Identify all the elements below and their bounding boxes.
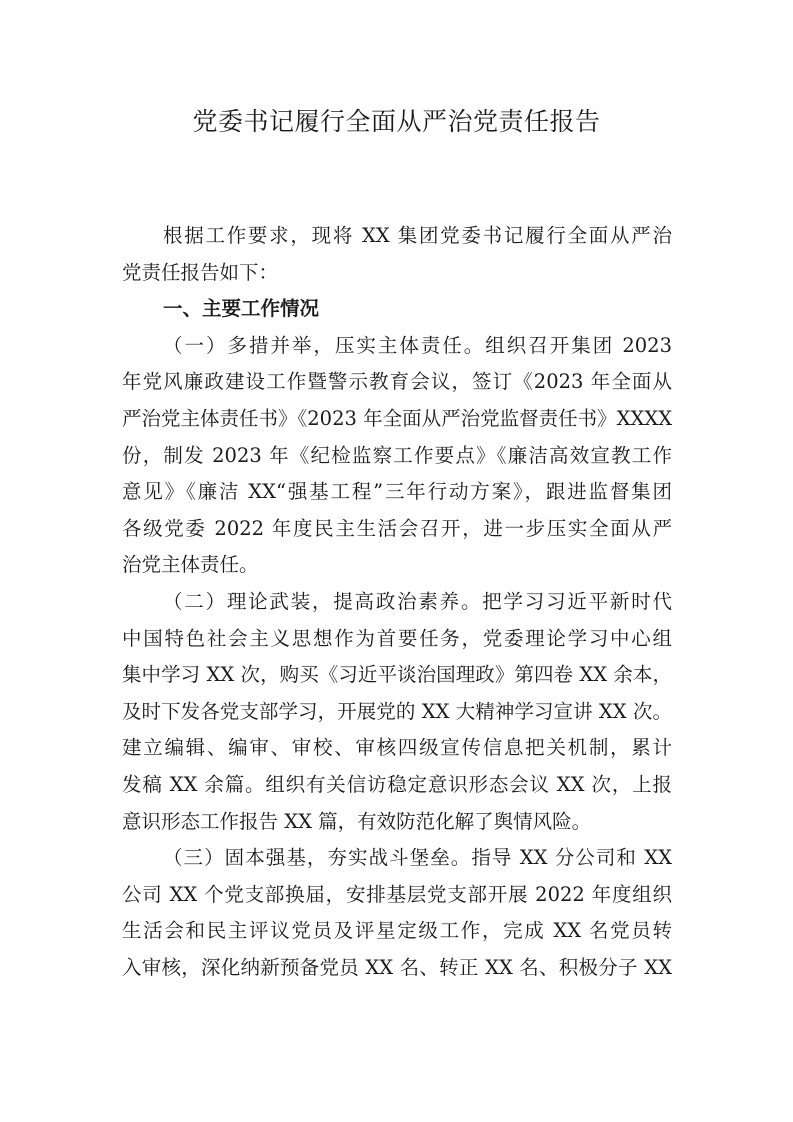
document-body <box>122 218 672 986</box>
paragraph <box>122 218 672 291</box>
text-line: （二）理论武装，提高政治素养。把学习习近平新时代 <box>163 589 672 613</box>
text-line: 治党主体责任。 <box>122 553 259 577</box>
text-line: 一、主要工作情况 <box>163 297 320 321</box>
text-line: 意见》《廉洁 XX“强基工程”三年行动方案》，跟进监督集团 <box>122 480 672 504</box>
text-line: 及时下发各党支部学习，开展党的 XX 大精神学习宣讲 XX 次。 <box>122 699 672 723</box>
text-line: 入审核，深化纳新预备党员 XX 名、转正 XX 名、积极分子 XX <box>122 955 672 979</box>
text-line: 份，制发 2023 年《纪检监察工作要点》《廉洁高效宣教工作 <box>122 443 672 467</box>
text-line: 建立编辑、编审、审校、审核四级宣传信息把关机制，累计 <box>122 736 672 760</box>
text-line: 严治党主体责任书》《2023 年全面从严治党监督责任书》XXXX <box>122 406 673 430</box>
text-line: 中国特色社会主义思想作为首要任务，党委理论学习中心组 <box>122 626 672 650</box>
text-line: 各级党委 2022 年度民主生活会召开，进一步压实全面从严 <box>122 516 672 540</box>
document-title: 党委书记履行全面从严治党责任报告 <box>192 107 601 136</box>
text-line: 党责任报告如下： <box>122 260 279 284</box>
text-line: 年党风廉政建设工作暨警示教育会议，签订《2023 年全面从 <box>122 370 672 394</box>
paragraph <box>122 328 672 584</box>
text-line: 意识形态工作报告 XX 篇，有效防范化解了舆情风险。 <box>122 809 592 833</box>
paragraph <box>122 584 672 840</box>
text-line: 公司 XX 个党支部换届，安排基层党支部开展 2022 年度组织 <box>122 882 672 906</box>
text-line: 生活会和民主评议党员及评星定级工作，完成 XX 名党员转 <box>122 919 672 943</box>
text-line: （三）固本强基，夯实战斗堡垒。指导 XX 分公司和 XX <box>163 846 672 870</box>
text-line: 发稿 XX 余篇。组织有关信访稳定意识形态会议 XX 次，上报 <box>122 772 672 796</box>
text-line: 根据工作要求，现将 XX 集团党委书记履行全面从严治 <box>163 224 672 247</box>
text-line: 集中学习 XX 次，购买《习近平谈治国理政》第四卷 XX 余本， <box>122 663 672 687</box>
section-heading <box>122 291 672 328</box>
text-line: （一）多措并举，压实主体责任。组织召开集团 2023 <box>163 333 672 357</box>
paragraph <box>122 840 672 986</box>
